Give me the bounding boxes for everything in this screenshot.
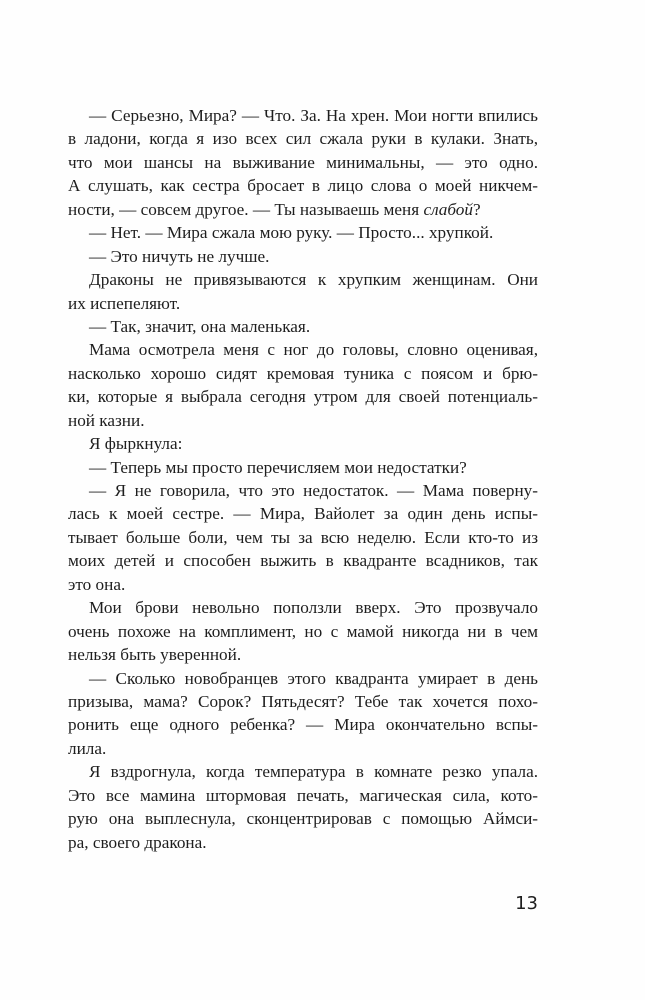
text-line-content: — Это ничуть не лучше. — [89, 246, 270, 266]
text-line — [68, 198, 538, 221]
text-line-content: это она. — [68, 574, 126, 594]
text-line-content: лась к моей сестре. — Мира, Вайолет за один день испы- — [68, 504, 538, 524]
text-line — [68, 245, 538, 268]
text-line — [68, 643, 538, 666]
text-line-content: ки, которые я выбрала сегодня утром для своей потенциаль- — [68, 387, 538, 407]
text-line — [68, 268, 538, 291]
text-line — [68, 502, 538, 525]
text-line-content: в ладони, когда я изо всех сил сжала руки в кулаки. Знать, — [68, 129, 538, 149]
text-line — [68, 807, 538, 830]
text-line — [68, 456, 538, 479]
text-line-content: Я фыркнула: — [89, 434, 183, 454]
text-line-content: — Серьезно, Мира? — Что. За. На хрен. Мои ногти впились — [89, 106, 538, 125]
text-line-content: что мои шансы на выживание минимальны, — это одно. — [68, 152, 538, 172]
text-line — [68, 409, 538, 432]
text-line-content: очень похоже на комплимент, но с мамой никогда ни в чем — [68, 621, 538, 641]
text-line-content: лила. — [68, 738, 107, 758]
text-line — [68, 760, 538, 783]
text-line — [68, 104, 538, 127]
text-line — [68, 784, 538, 807]
text-line — [68, 479, 538, 502]
text-line-content: — Теперь мы просто перечисляем мои недостатки? — [89, 457, 467, 477]
text-line-content: Я вздрогнула, когда температура в комнате резко упала. — [89, 762, 538, 782]
text-line — [68, 127, 538, 150]
text-line-content: А слушать, как сестра бросает в лицо слова о моей никчем- — [68, 176, 538, 196]
text-line-content: нельзя быть уверенной. — [68, 645, 242, 665]
text-line-content: — Так, значит, она маленькая. — [89, 316, 311, 336]
text-line-content: Мама осмотрела меня с ног до головы, словно оценивая, — [89, 340, 538, 360]
text-line-content: ности, — совсем другое. — Ты называешь меня — [68, 199, 424, 219]
text-line-tail: ? — [472, 199, 481, 219]
text-line — [68, 713, 538, 736]
text-line — [68, 831, 538, 854]
text-line-content: насколько хорошо сидят кремовая туника с поясом и брю- — [68, 363, 538, 383]
text-line — [68, 549, 538, 572]
text-line-content: — Нет. — Мира сжала мою руку. — Просто... хрупкой. — [89, 223, 494, 243]
text-line-content: призыва, мама? Сорок? Пятьдесят? Тебе так хочется похо- — [68, 691, 538, 711]
text-line — [68, 667, 538, 690]
text-line — [68, 151, 538, 174]
text-line — [68, 221, 538, 244]
text-line — [68, 315, 538, 338]
text-line-content: — Я не говорила, что это недостаток. — Мама поверну- — [89, 481, 538, 500]
text-line — [68, 690, 538, 713]
text-line-content: — Сколько новобранцев этого квадранта умирает в день — [89, 668, 538, 688]
text-line-content: ра, своего дракона. — [68, 832, 207, 852]
text-line-content: рую она выплеснула, сконцентрировав с помощью Аймси- — [68, 809, 538, 829]
page-number: 13 — [515, 893, 538, 914]
text-line — [68, 362, 538, 385]
text-line — [68, 596, 538, 619]
text-line — [68, 338, 538, 361]
text-line — [68, 174, 538, 197]
text-line — [68, 573, 538, 596]
text-line-content: Мои брови невольно поползли вверх. Это прозвучало — [89, 598, 538, 618]
text-line-content: ной казни. — [68, 410, 145, 430]
text-line-content: тывает больше боли, чем ты за всю неделю. Если кто-то из — [68, 527, 538, 547]
text-line-content: моих детей и способен выжить в квадранте всадников, так — [68, 551, 538, 571]
italic-emphasis: слабой — [423, 199, 473, 219]
text-line — [68, 432, 538, 455]
text-line-content: их испепеляют. — [68, 293, 181, 313]
text-line-content: Драконы не привязываются к хрупким женщинам. Они — [89, 270, 538, 290]
text-line — [68, 620, 538, 643]
text-line-content: Это все мамина штормовая печать, магическая сила, кото- — [68, 785, 538, 805]
text-line-content: ронить еще одного ребенка? — Мира окончательно вспы- — [68, 715, 538, 735]
body-text — [68, 104, 538, 854]
text-line — [68, 385, 538, 408]
text-line — [68, 737, 538, 760]
text-line — [68, 292, 538, 315]
text-line — [68, 526, 538, 549]
